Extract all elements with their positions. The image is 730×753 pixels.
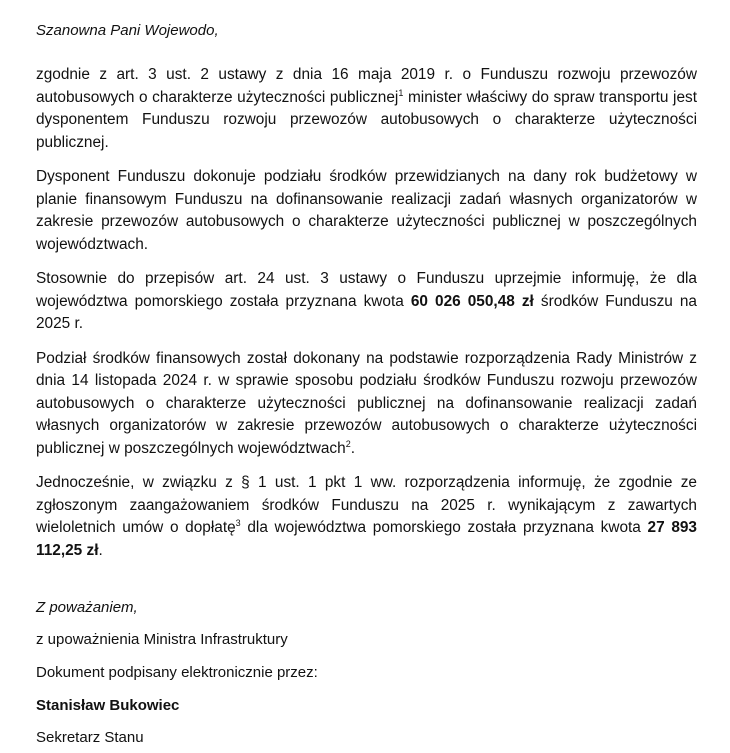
paragraph-text: Jednocześnie, w związku z § 1 ust. 1 pkt 1 ww. rozporządzenia informuję, że zgodnie ze zgłoszonym zaangażowaniem środków Funduszu na 2025 r. wynikającym z zawartych wieloletnich umów o dopłatę <box>36 474 697 536</box>
paragraph-text: środków Funduszu na 2025 r. <box>36 292 697 332</box>
paragraph-text: dla województwa pomorskiego została przyznana kwota <box>240 519 648 536</box>
paragraph-text: . <box>98 541 103 559</box>
authorization-line: z upoważnienia Ministra Infrastruktury <box>36 631 288 648</box>
paragraph-text: Stosownie do przepisów art. 24 ust. 3 ustawy o Funduszu uprzejmie informuję, że dla województwa pomorskiego została przyznana kwota <box>36 270 697 310</box>
paragraph-text: zgodnie z art. 3 ust. 2 ustawy z dnia 16 maja 2019 r. o Funduszu rozwoju przewozów autobusowych o charakterze użyteczności publicznej <box>36 66 697 106</box>
signatory-name: Stanisław Bukowiec <box>36 697 180 714</box>
letter-body <box>36 64 697 574</box>
paragraph-text: . <box>350 439 355 457</box>
commitment-amount: 27 893 112,25 zł <box>36 519 697 559</box>
closing-regards: Z poważaniem, <box>36 599 138 616</box>
footnote-marker: 3 <box>235 518 241 528</box>
paragraph-text: Podział środków finansowych został dokonany na podstawie rozporządzenia Rady Ministrów z dnia 14 listopada 2024 r. w sprawie sposobu podziału środków Funduszu rozwoju przewozów autobusowych o charakterze użyteczności publicznej na dofinansowanie realizacji zadań własnych organizatorów w zakresie przewozów autobusowych o charakterze użyteczności publicznej w poszczególnych województwach <box>36 349 697 457</box>
footnote-marker: 1 <box>398 87 404 98</box>
signed-by-line: Dokument podpisany elektronicznie przez: <box>36 664 318 681</box>
paragraph-text: minister właściwy do spraw transportu jest dysponentem Funduszu rozwoju przewozów autobusowych o charakterze użyteczności publicznej. <box>36 88 697 151</box>
paragraph-granted-amount <box>36 268 697 336</box>
paragraph-commitment <box>36 472 697 562</box>
paragraph-regulation <box>36 348 697 461</box>
footnote-marker: 2 <box>345 438 351 449</box>
paragraph-legal-basis <box>36 64 697 154</box>
granted-amount: 60 026 050,48 zł <box>410 292 534 310</box>
signatory-position: Sekretarz Stanu <box>36 729 144 746</box>
salutation: Szanowna Pani Wojewodo, <box>36 22 219 39</box>
paragraph-allocation: Dysponent Funduszu dokonuje podziału środków przewidzianych na dany rok budżetowy w planie finansowym Funduszu na dofinansowanie realizacji zadań własnych organizatorów w zakresie przewozów autobusowych o charakterze użyteczności publicznej w poszczególnych województwach. <box>36 168 697 253</box>
